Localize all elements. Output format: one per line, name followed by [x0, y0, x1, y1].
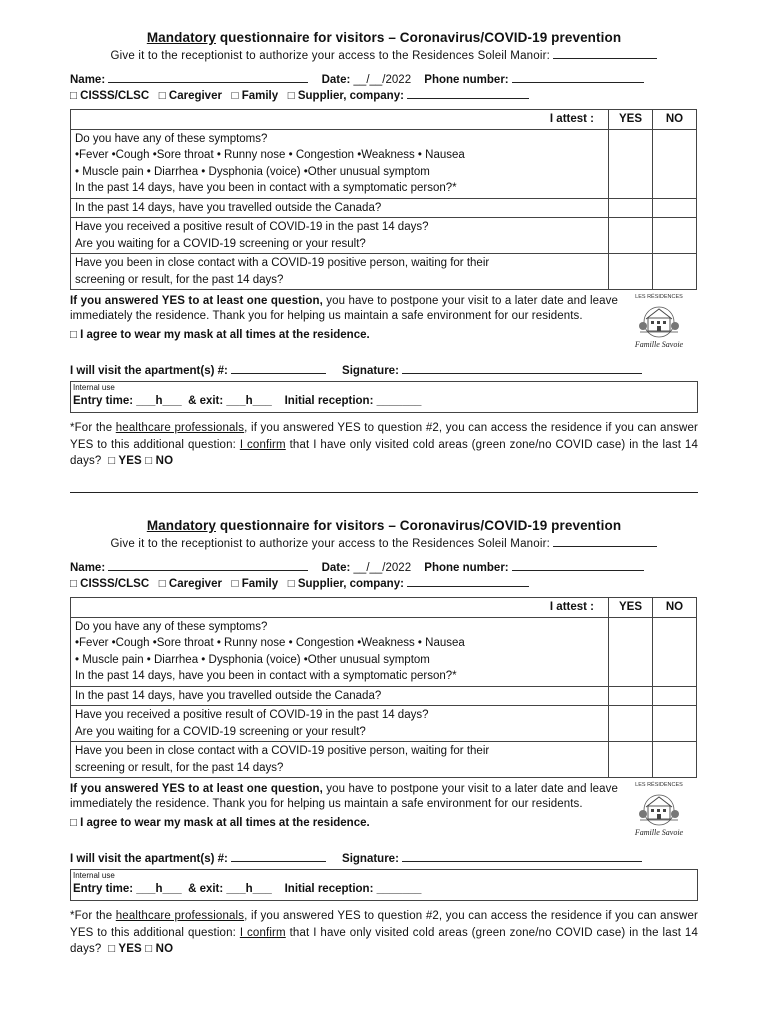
residences-logo — [628, 780, 690, 842]
mask-agreement-checkbox[interactable]: □ I agree to wear my mask at all times at the residence. — [70, 817, 370, 829]
visitor-info-row: Name: Date: __/__/2022 Phone number: — [70, 560, 698, 574]
question-3: Have you received a positive result of COVID-19 in the past 14 days? Are you waiting for a COVID-19 screening or your result? — [71, 706, 609, 742]
form-title: Mandatory questionnaire for visitors – Coronavirus/COVID-19 prevention — [146, 518, 622, 533]
form-subtitle: Give it to the receptionist to authorize your access to the Residences Soleil Manoir: — [70, 536, 698, 550]
questionnaire-form-1 — [70, 30, 698, 470]
entry-exit-row — [73, 395, 421, 407]
q4-no-cell[interactable] — [653, 254, 697, 290]
name-field[interactable] — [108, 72, 308, 83]
form-separator — [70, 492, 698, 493]
residences-logo — [628, 292, 690, 354]
signature-field[interactable] — [402, 851, 642, 862]
entry-exit-row — [73, 883, 421, 895]
checkbox-cisss-clsc[interactable]: □ CISSS/CLSC — [70, 90, 150, 102]
phone-field[interactable] — [512, 560, 644, 571]
mask-agreement-checkbox[interactable]: □ I agree to wear my mask at all times at the residence. — [70, 329, 370, 341]
q2-yes-cell[interactable] — [609, 198, 653, 218]
q3-yes-cell[interactable] — [609, 706, 653, 742]
signature-field[interactable] — [402, 363, 642, 374]
notice-block — [70, 782, 698, 842]
healthcare-footnote: *For the healthcare professionals, if you answered YES to question #2, you can access the residence if you can answer YES to this additional question: I confirm that I have only visited cold areas (green zone/no COVID case) in the last 14 days? □ YES □ NO — [70, 910, 699, 955]
entry-time-field[interactable]: Entry time: ___h___ — [73, 395, 182, 407]
checkbox-family[interactable]: □ Family — [231, 578, 279, 590]
question-2: In the past 14 days, have you travelled outside the Canada? — [71, 198, 609, 218]
residence-field[interactable] — [553, 48, 657, 59]
question-1: Do you have any of these symptoms? •Fever •Cough •Sore throat • Runny nose • Congestion •Weakness • Nausea • Muscle pain • Diarrhea • Dysphonia (voice) •Other unusual symptom In the past 14 days, have you been in contact with a symptomatic person?* — [71, 129, 609, 198]
question-4: Have you been in close contact with a COVID-19 positive person, waiting for their screening or result, for the past 14 days? — [71, 254, 609, 290]
q2-yes-cell[interactable] — [609, 686, 653, 706]
attestation-table — [70, 109, 697, 290]
internal-use-box — [70, 381, 698, 413]
phone-field[interactable] — [512, 72, 644, 83]
q3-no-cell[interactable] — [653, 706, 697, 742]
question-2: In the past 14 days, have you travelled outside the Canada? — [71, 686, 609, 706]
attestation-table — [70, 597, 697, 778]
attest-header: I attest : — [71, 598, 609, 618]
form-title: Mandatory questionnaire for visitors – Coronavirus/COVID-19 prevention — [146, 30, 622, 45]
q1-yes-cell[interactable] — [609, 129, 653, 198]
q4-yes-cell[interactable] — [609, 742, 653, 778]
visit-row: I will visit the apartment(s) #: Signature: — [70, 363, 698, 377]
q2-no-cell[interactable] — [653, 686, 697, 706]
role-row — [70, 88, 698, 102]
exit-time-field[interactable]: & exit: ___h___ — [188, 883, 272, 895]
internal-use-label: Internal use — [73, 383, 115, 392]
checkbox-supplier[interactable]: □ Supplier, company: — [287, 578, 404, 590]
apartment-field[interactable] — [231, 363, 326, 374]
healthcare-footnote: *For the healthcare professionals, if you answered YES to question #2, you can access the residence if you can answer YES to this additional question: I confirm that I have only visited cold areas (green zone/no COVID case) in the last 14 days? □ YES □ NO — [70, 422, 699, 467]
company-field[interactable] — [407, 576, 529, 587]
question-3: Have you received a positive result of COVID-19 in the past 14 days? Are you waiting for a COVID-19 screening or your result? — [71, 218, 609, 254]
footnote-yes-no-checkboxes[interactable]: □ YES □ NO — [108, 455, 174, 467]
question-4: Have you been in close contact with a COVID-19 positive person, waiting for their screening or result, for the past 14 days? — [71, 742, 609, 778]
svg-text:LES RÉSIDENCES: LES RÉSIDENCES — [635, 782, 683, 788]
checkbox-caregiver[interactable]: □ Caregiver — [158, 578, 222, 590]
checkbox-supplier[interactable]: □ Supplier, company: — [287, 90, 404, 102]
date-field[interactable]: __/__/2022 — [353, 562, 412, 574]
checkbox-caregiver[interactable]: □ Caregiver — [158, 90, 222, 102]
q3-yes-cell[interactable] — [609, 218, 653, 254]
internal-use-label: Internal use — [73, 871, 115, 880]
svg-text:LES RÉSIDENCES: LES RÉSIDENCES — [635, 294, 683, 300]
entry-time-field[interactable]: Entry time: ___h___ — [73, 883, 182, 895]
postpone-notice: If you answered YES to at least one question, you have to postpone your visit to a later date and leave immediately the residence. Thank you for helping us maintain a safe environment for our residents. — [70, 295, 618, 322]
internal-use-box — [70, 869, 698, 901]
q2-no-cell[interactable] — [653, 198, 697, 218]
checkbox-cisss-clsc[interactable]: □ CISSS/CLSC — [70, 578, 150, 590]
yes-header: YES — [609, 598, 653, 618]
exit-time-field[interactable]: & exit: ___h___ — [188, 395, 272, 407]
notice-block — [70, 294, 698, 354]
q3-no-cell[interactable] — [653, 218, 697, 254]
house-logo-icon — [628, 780, 690, 842]
role-row — [70, 576, 698, 590]
q1-no-cell[interactable] — [653, 617, 697, 686]
question-1: Do you have any of these symptoms? •Fever •Cough •Sore throat • Runny nose • Congestion •Weakness • Nausea • Muscle pain • Diarrhea • Dysphonia (voice) •Other unusual symptom In the past 14 days, have you been in contact with a symptomatic person?* — [71, 617, 609, 686]
initial-reception-field[interactable]: Initial reception: _______ — [284, 883, 422, 895]
house-logo-icon — [628, 292, 690, 354]
svg-text:Famille Savoie: Famille Savoie — [634, 340, 684, 349]
no-header: NO — [653, 110, 697, 130]
form-subtitle: Give it to the receptionist to authorize your access to the Residences Soleil Manoir: — [70, 48, 698, 62]
checkbox-family[interactable]: □ Family — [231, 90, 279, 102]
date-field[interactable]: __/__/2022 — [353, 74, 412, 86]
visitor-info-row: Name: Date: __/__/2022 Phone number: — [70, 72, 698, 86]
footnote-yes-no-checkboxes[interactable]: □ YES □ NO — [108, 943, 174, 955]
q1-no-cell[interactable] — [653, 129, 697, 198]
visit-row: I will visit the apartment(s) #: Signature: — [70, 851, 698, 865]
questionnaire-form-2 — [70, 518, 698, 958]
postpone-notice: If you answered YES to at least one question, you have to postpone your visit to a later date and leave immediately the residence. Thank you for helping us maintain a safe environment for our residents. — [70, 783, 618, 810]
q4-no-cell[interactable] — [653, 742, 697, 778]
apartment-field[interactable] — [231, 851, 326, 862]
attest-header: I attest : — [71, 110, 609, 130]
yes-header: YES — [609, 110, 653, 130]
company-field[interactable] — [407, 88, 529, 99]
q4-yes-cell[interactable] — [609, 254, 653, 290]
svg-text:Famille Savoie: Famille Savoie — [634, 828, 684, 837]
q1-yes-cell[interactable] — [609, 617, 653, 686]
no-header: NO — [653, 598, 697, 618]
name-field[interactable] — [108, 560, 308, 571]
residence-field[interactable] — [553, 536, 657, 547]
initial-reception-field[interactable]: Initial reception: _______ — [284, 395, 422, 407]
